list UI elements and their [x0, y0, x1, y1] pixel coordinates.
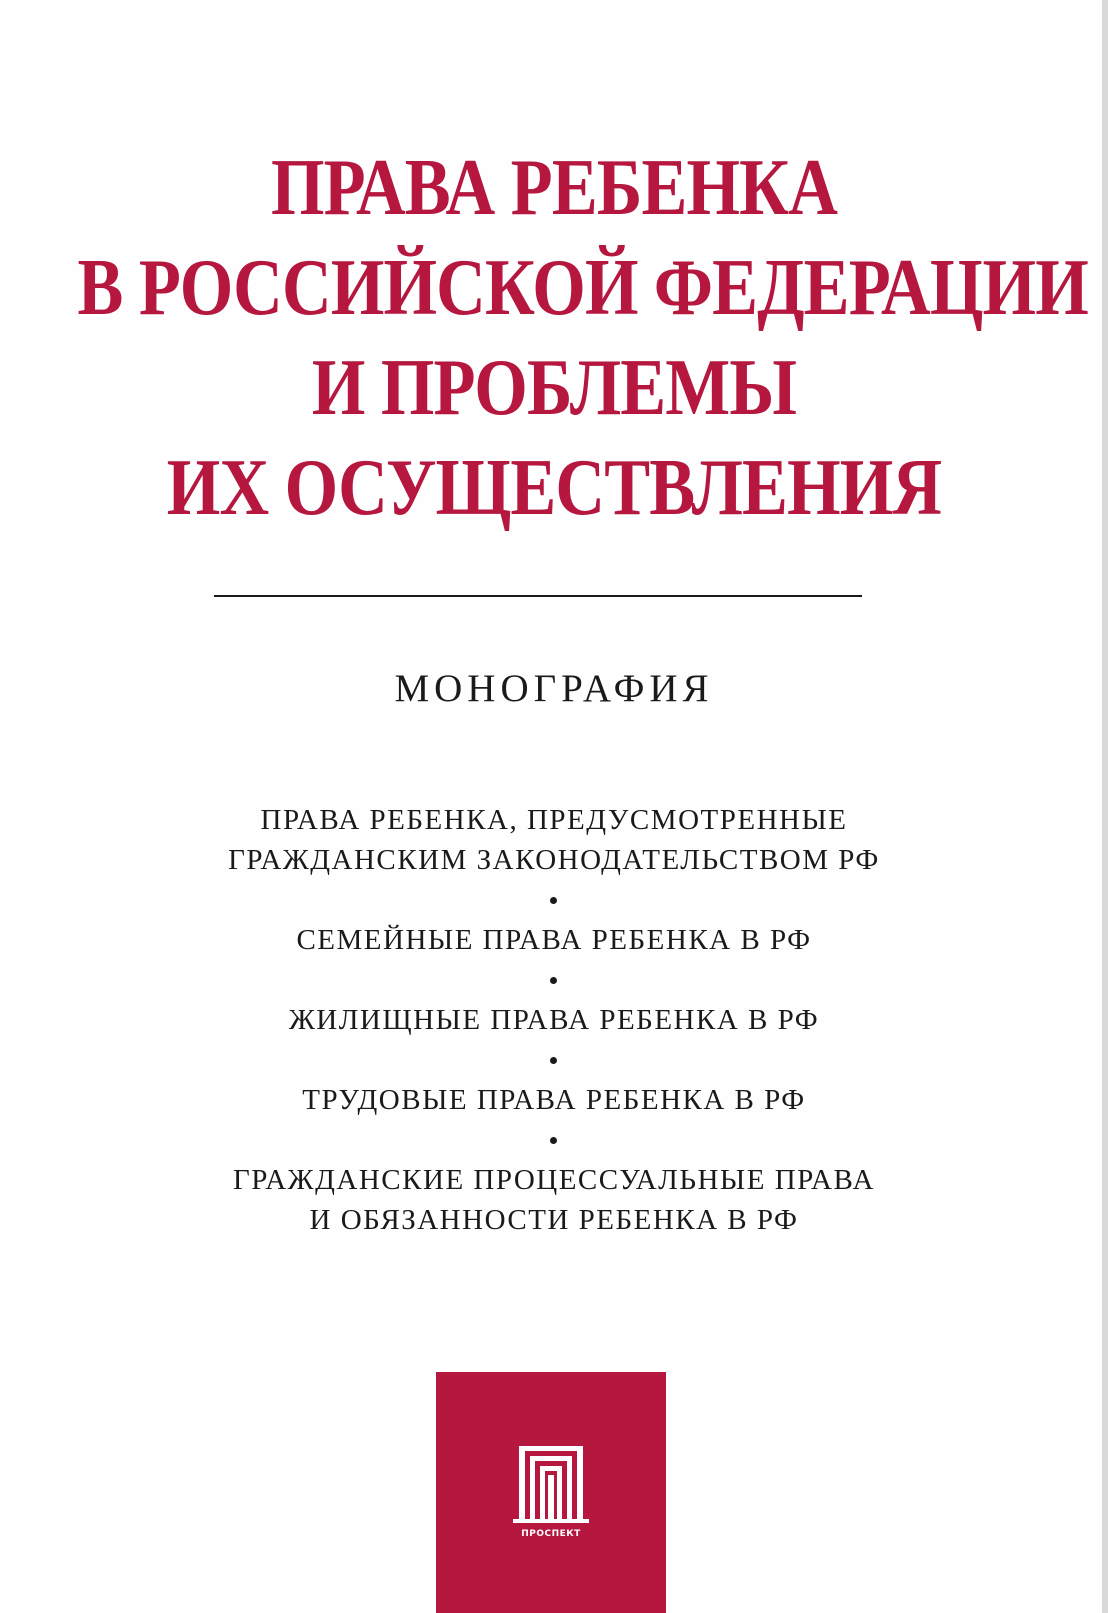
bullet-separator — [0, 1120, 1108, 1160]
bullet-separator — [0, 960, 1108, 1000]
topics-list — [0, 800, 1108, 1240]
bullet-separator — [0, 880, 1108, 920]
topic-item — [0, 1080, 1108, 1120]
publisher-block — [436, 1372, 666, 1613]
topic-item — [0, 1160, 1108, 1240]
title-line: И ПРОБЛЕМЫ — [311, 344, 797, 432]
book-title — [77, 138, 1088, 538]
divider-rule — [214, 595, 862, 597]
topic-line: ГРАЖДАНСКИЕ ПРОЦЕССУАЛЬНЫЕ ПРАВА — [233, 1164, 875, 1196]
topic-line: ГРАЖДАНСКИМ ЗАКОНОДАТЕЛЬСТВОМ РФ — [228, 844, 880, 876]
publisher-logo-icon — [510, 1445, 592, 1539]
topic-item — [0, 800, 1108, 880]
genre-label: МОНОГРАФИЯ — [394, 667, 714, 710]
title-line: ИХ ОСУЩЕСТВЛЕНИЯ — [166, 444, 942, 532]
topic-line: СЕМЕЙНЫЕ ПРАВА РЕБЕНКА В РФ — [296, 924, 812, 956]
topic-line: ЖИЛИЩНЫЕ ПРАВА РЕБЕНКА В РФ — [288, 1004, 820, 1036]
topic-line: ТРУДОВЫЕ ПРАВА РЕБЕНКА В РФ — [302, 1084, 806, 1116]
topic-item — [0, 920, 1108, 960]
bullet-separator — [0, 1040, 1108, 1080]
logo-graphic — [510, 1445, 592, 1525]
title-line: ПРАВА РЕБЕНКА — [270, 144, 838, 232]
topic-line: И ОБЯЗАННОСТИ РЕБЕНКА В РФ — [309, 1204, 799, 1236]
topic-item — [0, 1000, 1108, 1040]
topic-line: ПРАВА РЕБЕНКА, ПРЕДУСМОТРЕННЫЕ — [260, 804, 848, 836]
title-line: В РОССИЙСКОЙ ФЕДЕРАЦИИ — [77, 244, 1088, 332]
publisher-name: ПРОСПЕКТ — [521, 1529, 581, 1539]
